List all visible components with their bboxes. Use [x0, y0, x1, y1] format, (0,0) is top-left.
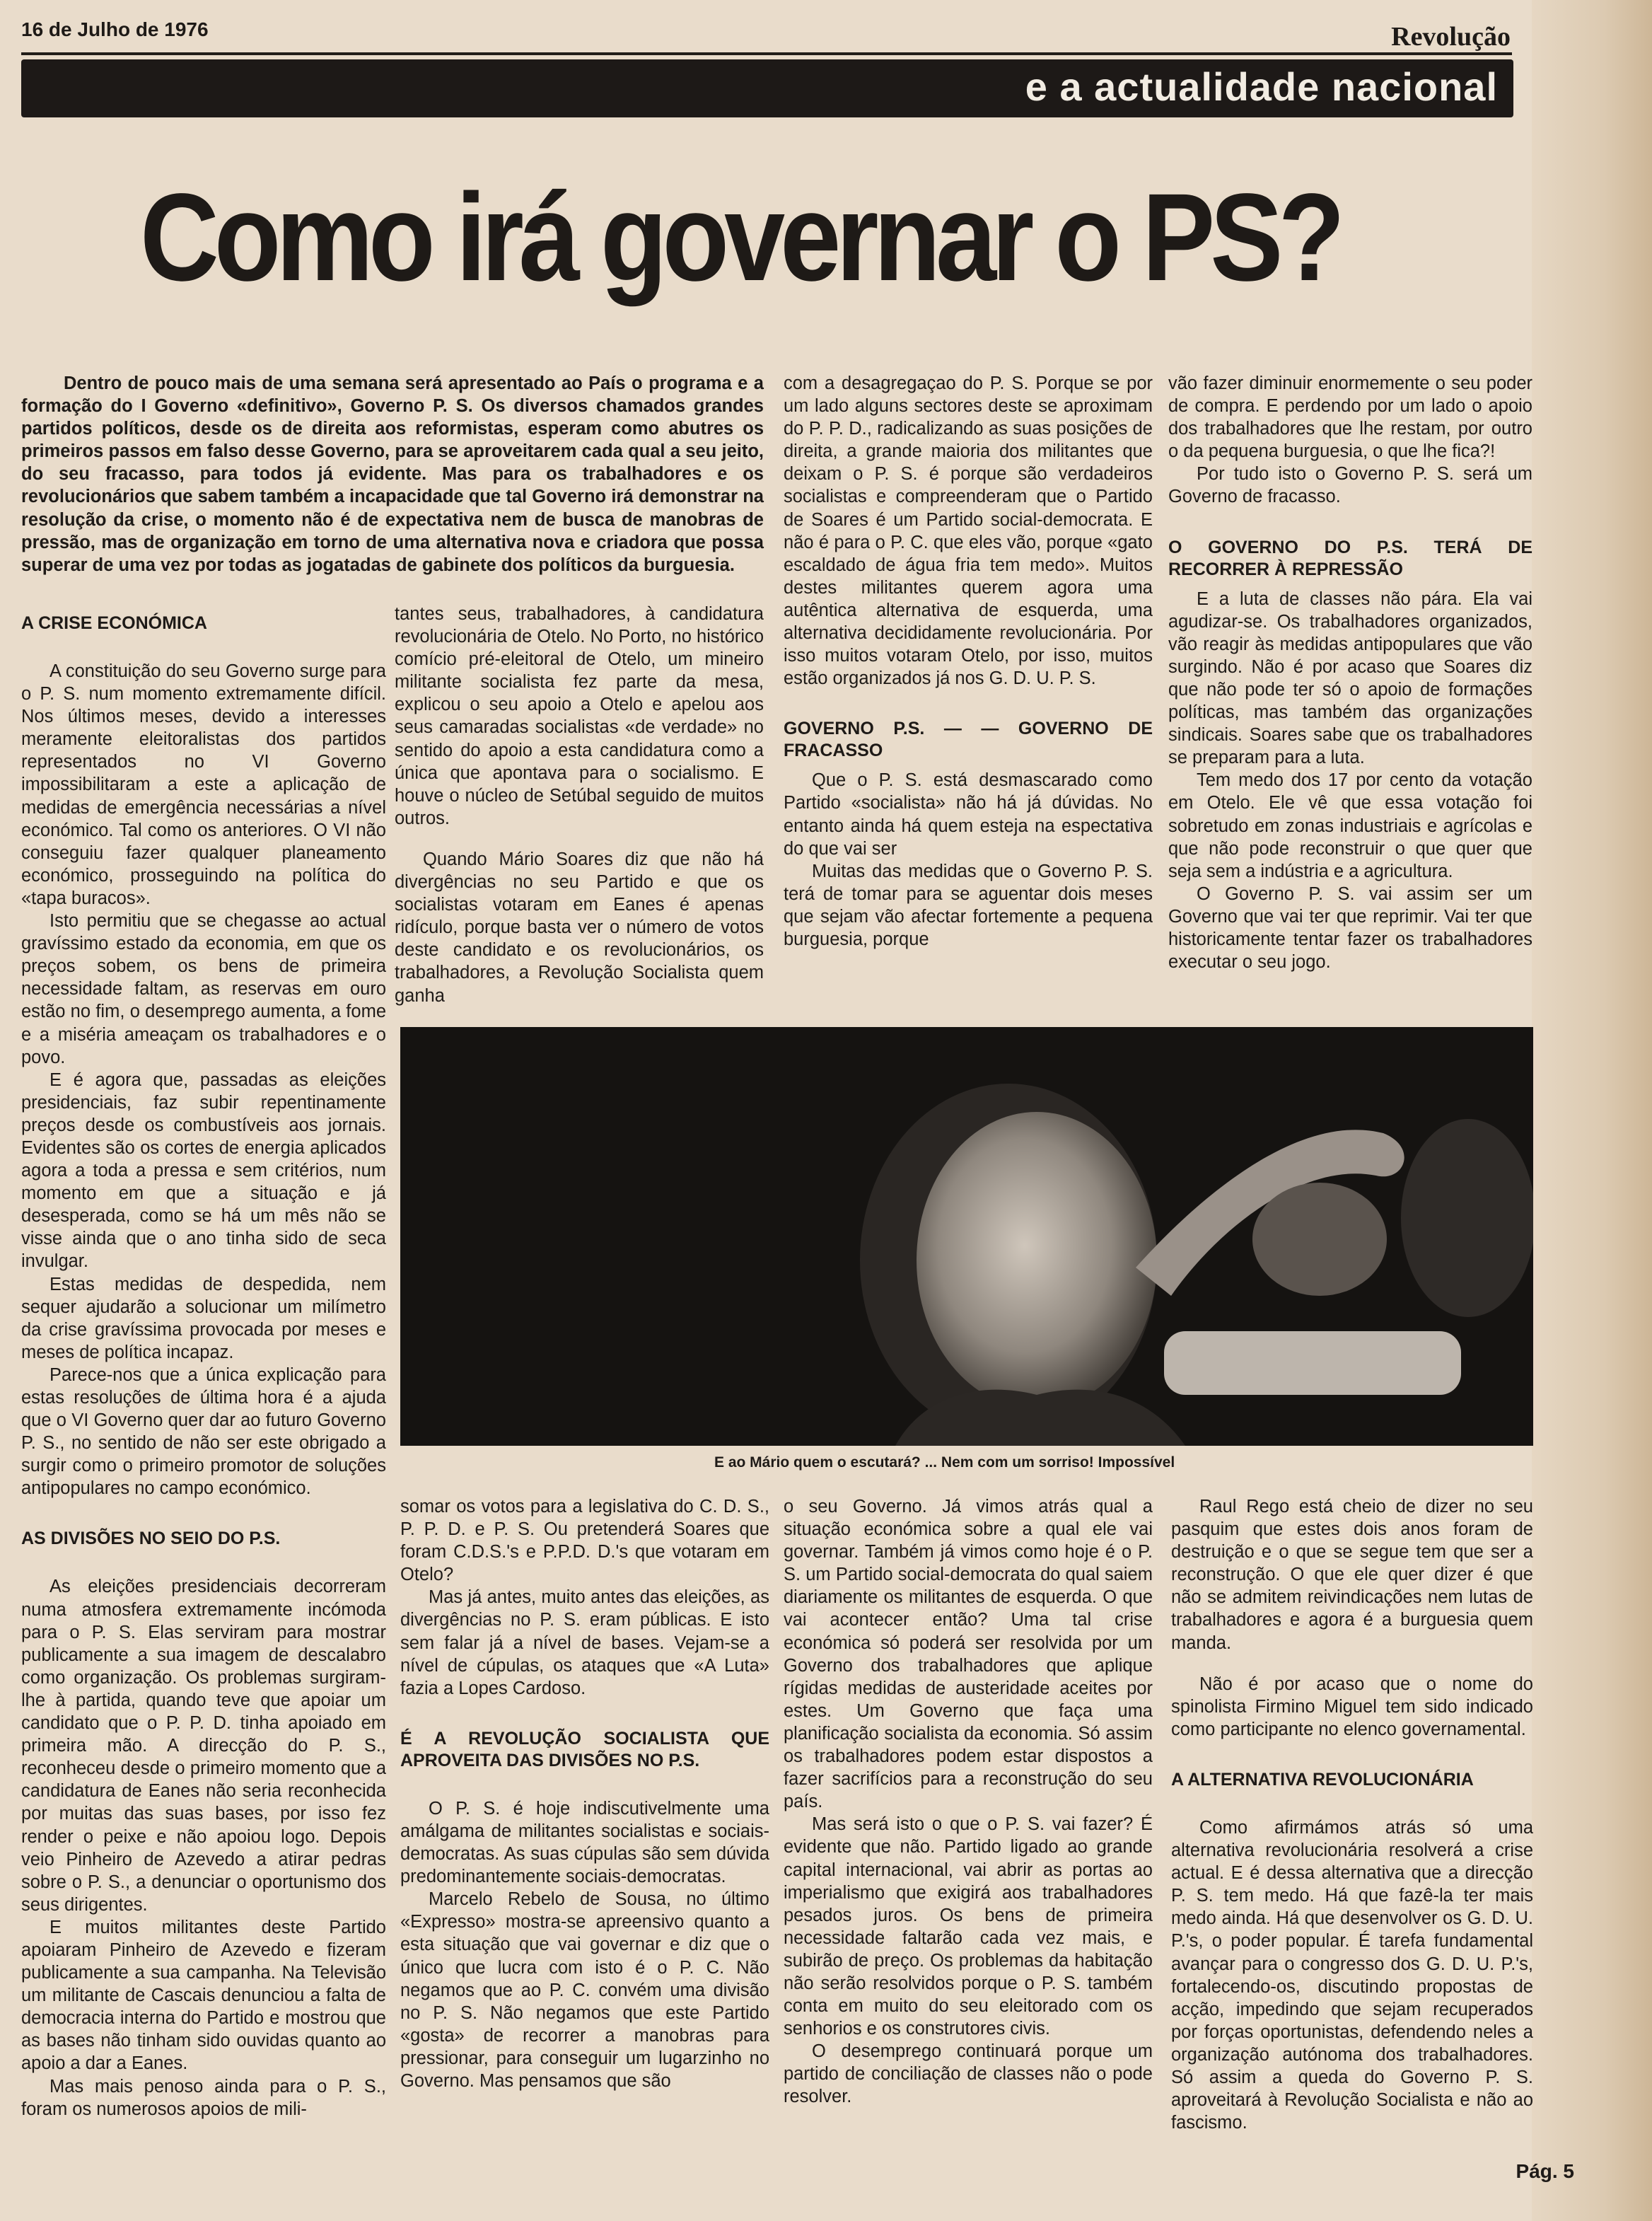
- masthead: Revolução: [1391, 22, 1511, 52]
- paragraph: tantes seus, trabalhadores, à candidatura revolucionária de Otelo. No Porto, no histórico comício pré-eleitoral de Otelo, um mineiro militante socialista fez parte da mesa, explicou o seu apoio a Otelo e apelou aos seus camaradas socialistas «de verdade» no sentido do apoio a esta candidatura como a única que apontava para o socialismo. E houve o núcleo de Setúbal seguido de muitos outros.: [395, 604, 764, 828]
- paragraph: E é agora que, passadas as eleições presidenciais, faz subir repentinamente preços desde os combustíveis aos jornais. Evidentes são os cortes de energia aplicados agora a toda a pressa e sem critérios, num momento em que a situação e já desesperada, como se há um mês não se visse ainda que o ano tinha sido de seca invulgar.: [21, 1069, 386, 1272]
- issue-date: 16 de Julho de 1976: [21, 18, 209, 40]
- subhead-fracasso: GOVERNO P.S. — — GOVERNO DE FRACASSO: [784, 719, 1153, 761]
- page-number: Pág. 5: [1516, 2160, 1574, 2182]
- paragraph: Como afirmámos atrás só uma alternativa revolucionária resolverá a crise actual. E é dessa alternativa que a direcção P. S. tem medo. Há que fazê-la ter mais medo ainda. Há que desenvolver os G. D. U. P.'s, o poder popular. É tarefa fundamental avançar para o congresso dos G. D. U. P.'s, fortalecendo-os, discutindo propostas de acção, impedindo que sejam recuperados por forças oportunistas, defendendo neles a organização autónoma dos trabalhadores. Só assim a queda do Governo P. S. aproveitará à Revolução Socialista e não ao fascismo.: [1171, 1817, 1533, 2133]
- section-title: e a actualidade nacional: [1025, 64, 1498, 109]
- photo-caption: E ao Mário quem o escutará? ... Nem com um sorriso! Impossível: [714, 1454, 1175, 1471]
- subhead-revolucao: É A REVOLUÇÃO SOCIALISTA QUE APROVEITA DAS DIVISÕES NO P.S.: [400, 1728, 769, 1770]
- subhead-alternativa: A ALTERNATIVA REVOLUCIONÁRIA: [1171, 1769, 1474, 1790]
- photo-illustration: [400, 1027, 1533, 1446]
- header-rule: [21, 52, 1512, 55]
- paragraph: Por tudo isto o Governo P. S. será um Governo de fracasso.: [1168, 464, 1532, 507]
- column-3-bottom: [784, 1495, 1153, 2146]
- subhead-repressao: O GOVERNO DO P.S. TERÁ DE RECORRER À REPRESSÃO: [1168, 537, 1532, 579]
- lead-paragraph: Dentro de pouco mais de uma semana será apresentado ao País o programa e a formação do I Governo «definitivo», Governo P. S. Os diversos chamados grandes partidos políticos, desde os de direita aos reformistas, esperam como abutres os primeiros passos em falso desse Governo, para se aproveitarem cada qual a seu jeito, do seu fracasso, para todos já evidente. Mas para os trabalhadores e os revolucionários que sabem também a incapacidade que tal Governo irá demonstrar na resolução da crise, o momento não é de expectativa nem de busca de manobras de pressão, mas de organização em torno de uma alternativa nova e criadora que possa superar de uma vez por todas as jogatadas de gabinete dos políticos da burguesia.: [21, 373, 764, 575]
- paragraph: E a luta de classes não pára. Ela vai agudizar-se. Os trabalhadores organizados, vão reagir às medidas antipopulares que vão surgindo. Não é por acaso que Soares diz que não pode ter só o apoio de formações políticas, mas também das organizações sindicais. Soares sabe que os trabalhadores se preparam para a luta.: [1168, 588, 1532, 768]
- column-2-top: [395, 603, 764, 1016]
- paragraph: O Governo P. S. vai assim ser um Governo que vai ter que reprimir. Vai ter que historicamente tentar fazer os trabalhadores executar o seu jogo.: [1168, 883, 1532, 973]
- paragraph: Mas já antes, muito antes das eleições, as divergências no P. S. eram públicas. E isto sem falar já a nível de bases. Vejam-se a nível de cúpulas, os ataques que «A Luta» fazia a Lopes Cardoso.: [400, 1587, 769, 1698]
- paragraph: Que o P. S. está desmascarado como Partido «socialista» não há já dúvidas. No entanto ainda há quem esteja na espectativa do que vai ser: [784, 770, 1153, 859]
- paragraph: O desemprego continuará porque um partido de conciliação de classes não o pode resolver.: [784, 2041, 1153, 2107]
- paragraph: Mas mais penoso ainda para o P. S., foram os numerosos apoios de mili-: [21, 2076, 386, 2119]
- paragraph: A constituição do seu Governo surge para o P. S. num momento extremamente difícil. Nos últimos meses, devido a interesses meramente eleitoralistas dos partidos representados no VI Governo impossibilitaram a este a aplicação de medidas de emergência necessárias a nível económico. Tal como os anteriores. O VI não conseguiu fazer qualquer planeamento económico, prosseguindo na política do «tapa buracos».: [21, 661, 386, 908]
- column-2-bottom: [400, 1495, 769, 2142]
- paragraph: Não é por acaso que o nome do spinolista Firmino Miguel tem sido indicado como participante no elenco governamental.: [1171, 1674, 1533, 1739]
- paragraph: Mas será isto o que o P. S. vai fazer? É evidente que não. Partido ligado ao grande capital internacional, vai abrir as portas ao imperialismo que exigirá aos trabalhadores pesados juros. Os bens de primeira necessidade faltarão cada vez mais, e subirão de preço. Os problemas da habitação não serão resolvidos porque o P. S. também conta em muito do seu eleitorado com os senhorios e os construtores civis.: [784, 1814, 1153, 2039]
- column-4-bottom: [1171, 1495, 1533, 2146]
- section-banner: [21, 59, 1513, 117]
- paragraph: Marcelo Rebelo de Sousa, no último «Expresso» mostra-se apreensivo quanto a esta situação que vai governar e diz que o único que lucra com isto é o P. C. Não negamos que ao P. C. convém uma divisão no P. S. Não negamos que este Partido «gosta» de recorrer a manobras para pressionar, para conseguir um lugarzinho no Governo. Mas pensamos que são: [400, 1889, 769, 2091]
- paragraph: Parece-nos que a única explicação para estas resoluções de última hora é a ajuda que o VI Governo quer dar ao futuro Governo P. S., no sentido de não ser este obrigado a surgir como o primeiro promotor de soluções antipopulares no campo económico.: [21, 1364, 386, 1499]
- paragraph: O P. S. é hoje indiscutivelmente uma amálgama de militantes socialistas e sociais-democratas. As suas cúpulas são sem dúvida predominantemente sociais-democratas.: [400, 1798, 769, 1887]
- headline: Como irá governar o PS?: [140, 168, 1341, 307]
- column-4-top: [1168, 372, 1532, 1017]
- paragraph: Raul Rego está cheio de dizer no seu pasquim que estes dois anos foram de destruição e o que se segue tem que ser a reconstrução. O que ele quer dizer é que não se admitem reivindicações nem lutas de trabalhadores e agora é a burguesia quem manda.: [1171, 1497, 1533, 1653]
- subhead-crise: A CRISE ECONÓMICA: [21, 613, 207, 633]
- photo-mario-soares: [400, 1027, 1533, 1446]
- paragraph: Tem medo dos 17 por cento da votação em Otelo. Ele vê que essa votação foi sobretudo em zonas industriais e agrícolas e que não pode reconstruir o que quer que seja sem a indústria e a agricultura.: [1168, 770, 1532, 881]
- paragraph: o seu Governo. Já vimos atrás qual a situação económica sobre a qual ele vai governar. Também já vimos como hoje é o P. S. um Partido social-democrata do qual saiem diariamente os militantes de esquerda. O que vai acontecer então? Uma tal crise económica só poderá ser resolvida por um Governo dos trabalhadores que aplique rígidas medidas de austeridade aceites por estes. Um Governo que faça uma planificação socialista da economia. Só assim os trabalhadores podem estar dispostos a fazer sacrifícios para a reconstrução do seu país.: [784, 1497, 1153, 1812]
- paragraph: Muitas das medidas que o Governo P. S. terá de tomar para se aguentar dois meses que sejam vão afectar fortemente a pequena burguesia, porque: [784, 861, 1153, 949]
- column-3-top: [784, 372, 1153, 1017]
- column-1: [21, 603, 386, 2145]
- paragraph: com a desagregaçao do P. S. Porque se por um lado alguns sectores deste se aproximam do P. P. D., radicalizando as suas posições de direita, a grande maioria dos militantes que deixam o P. S. é porque são verdadeiros socialistas e compreenderam que o Partido de Soares é um Partido social-democrata. E não é para o P. C. que eles vão, porque «gato escaldado de água fria tem medo». Muitos destes militantes querem agora uma autêntica alternativa de esquerda, uma alternativa decididamente revolucionária. Por isso muitos votaram Otelo, por isso, muitos estão organizados já nos G. D. U. P. S.: [784, 373, 1153, 689]
- paragraph: Isto permitiu que se chegasse ao actual gravíssimo estado da economia, em que os preços sobem, os bens de primeira necessidade faltam, as reservas em ouro estão no fim, o desemprego aumenta, a fome e a miséria ameaçam os trabalhadores e o povo.: [21, 911, 386, 1067]
- paragraph: somar os votos para a legislativa do C. D. S., P. P. D. e P. S. Ou pretenderá Soares que foram C.D.S.'s e P.P.D. D.'s que votaram em Otelo?: [400, 1497, 769, 1585]
- subhead-divisoes: AS DIVISÕES NO SEIO DO P.S.: [21, 1529, 281, 1549]
- paragraph: Estas medidas de despedida, nem sequer ajudarão a solucionar um milímetro da crise gravíssima provocada por meses e meses de política incapaz.: [21, 1274, 386, 1362]
- paragraph: Quando Mário Soares diz que não há divergências no seu Partido e que os socialistas votaram em Eanes é apenas ridículo, porque basta ver o número de votos deste candidato e os revolucionários, os trabalhadores, a Revolução Socialista quem ganha: [395, 849, 764, 1006]
- page-spine-shadow: [1532, 0, 1652, 2221]
- paragraph: As eleições presidenciais decorreram numa atmosfera extremamente incómoda para o P. S. Elas serviram para mostrar publicamente a sua imagem de descalabro como organização. Os problemas surgiram-lhe à partida, quando teve que apoiar um candidato que o P. P. D. tinha apoiado em primeira mão. A direcção do P. S., reconheceu desde o primeiro momento que a candidatura de Eanes não seria reconhecida por muitas das suas bases, por isso fez render o peixe e não apoiou logo. Depois veio Pinheiro de Azevedo a atirar pedras sobre o P. S., a denunciar o oportunismo dos seus dirigentes.: [21, 1577, 386, 1915]
- paragraph: E muitos militantes deste Partido apoiaram Pinheiro de Azevedo e fizeram publicamente a sua campanha. Na Televisão um militante de Cascais denunciou a falta de democracia interna do Partido e mostrou que as bases não tinham sido ouvidas quanto ao apoio a dar a Eanes.: [21, 1917, 386, 2074]
- paragraph: vão fazer diminuir enormemente o seu poder de compra. E perdendo por um lado o apoio dos trabalhadores que lhe restam, por outro o da pequena burguesia, o que lhe fica?!: [1168, 373, 1532, 462]
